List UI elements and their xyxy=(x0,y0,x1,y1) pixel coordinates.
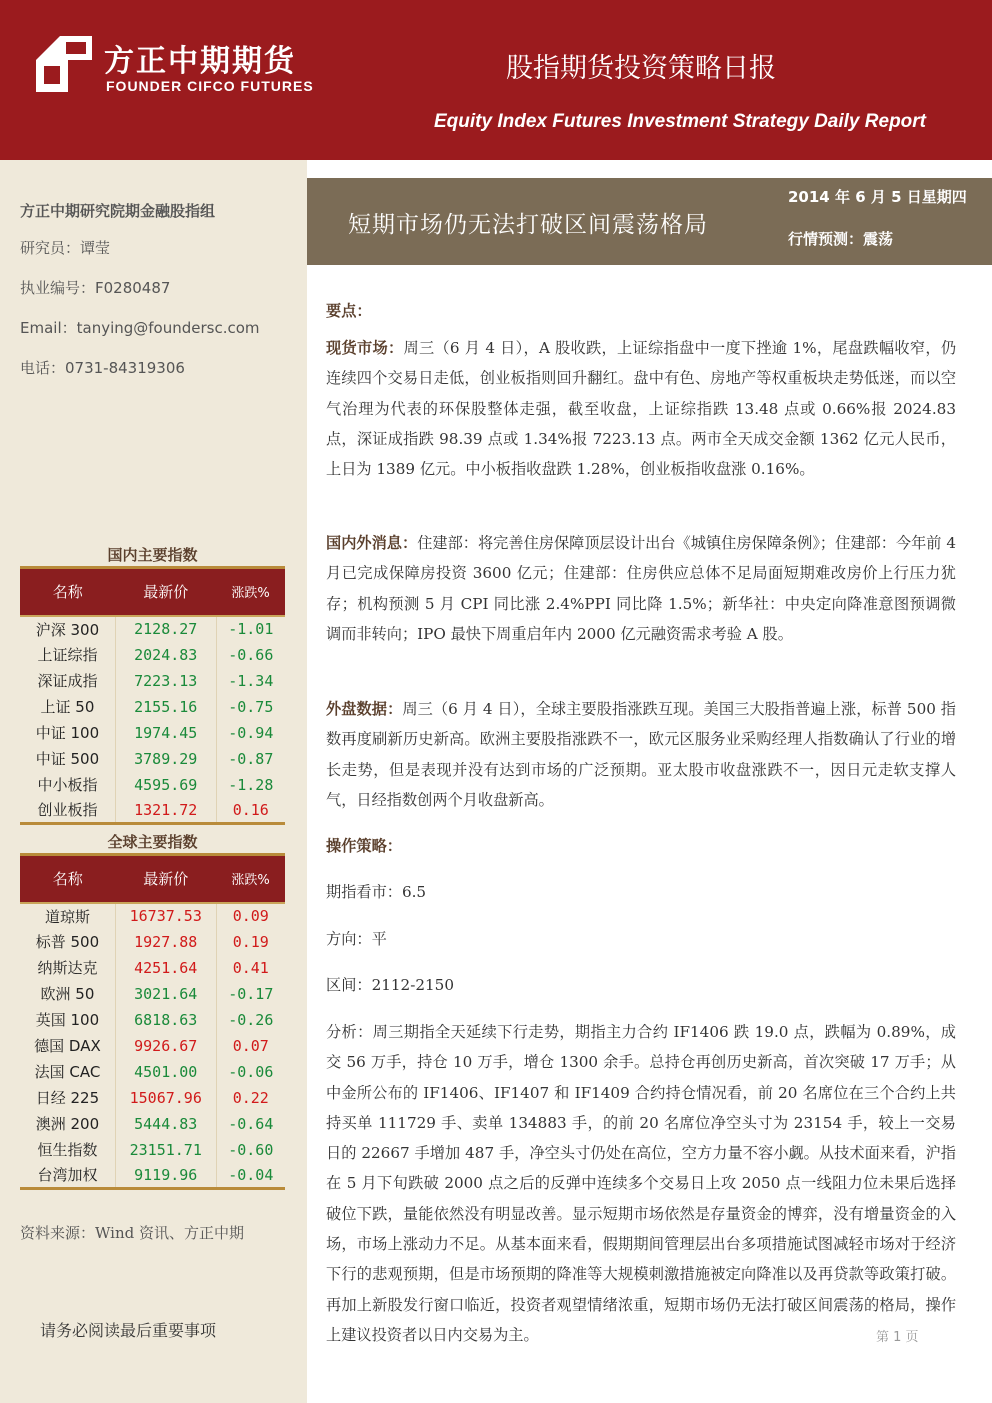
index-name-cell: 道琼斯 xyxy=(20,903,115,929)
strategy-heading xyxy=(326,831,956,861)
index-price-cell: 4501.00 xyxy=(115,1059,216,1085)
market-forecast: 行情预测：震荡 xyxy=(788,230,894,248)
index-price-cell: 23151.71 xyxy=(115,1137,216,1163)
index-name-cell: 日经 225 xyxy=(20,1085,115,1111)
report-date: 2014 年 6 月 5 日星期四 xyxy=(788,188,967,206)
report-title-en: Equity Index Futures Investment Strategy Daily Report xyxy=(434,111,926,132)
table-row xyxy=(20,1085,285,1111)
col-price-header: 最新价 xyxy=(115,568,216,616)
index-price-cell: 5444.83 xyxy=(115,1111,216,1137)
report-headline: 短期市场仍无法打破区间震荡格局 xyxy=(348,212,708,238)
index-name-cell: 恒生指数 xyxy=(20,1137,115,1163)
table-row xyxy=(20,720,285,746)
table-row xyxy=(20,668,285,694)
outlook-line: 期指看市：6.5 xyxy=(326,883,427,901)
index-name-cell: 沪深 300 xyxy=(20,616,115,642)
col-change-header: 涨跌% xyxy=(216,855,285,903)
founder-logo-icon xyxy=(36,36,92,92)
index-change-cell: -1.28 xyxy=(228,775,274,794)
index-change-cell: -0.64 xyxy=(228,1114,274,1133)
table-row xyxy=(20,1033,285,1059)
index-price-cell: 3789.29 xyxy=(115,746,216,772)
index-price-cell: 16737.53 xyxy=(115,903,216,929)
index-price-cell: 15067.96 xyxy=(115,1085,216,1111)
index-price-cell: 4595.69 xyxy=(115,772,216,798)
index-change-cell: -0.87 xyxy=(228,749,274,768)
index-price-cell: 2128.27 xyxy=(115,616,216,642)
table-header-row xyxy=(20,855,285,903)
external-market-label: 外盘数据： xyxy=(326,700,403,718)
table-row xyxy=(20,1163,285,1189)
spot-market-text: 周三（6 月 4 日），A 股收跌，上证综指盘中一度下挫逾 1%，尾盘跌幅收窄，仍连续四个交易日走低，创业板指则回升翻红。盘中有色、房地产等权重板块走势低迷，而以空气治理为代表的环保股整体走强，截至收盘，上证综指跌 13.48 点或 0.66%报 2024.83 点，深证成指跌 98.39 点或 1.34%报 7223.13 点。两市全天成交金额 1362 亿元人民币，上日为 1389 亿元。中小板指收盘跌 1.28%，创业板指收盘涨 0.16%。 xyxy=(326,339,957,479)
data-source: 资料来源：Wind 资讯、方正中期 xyxy=(20,1224,244,1242)
index-name-cell: 中证 100 xyxy=(20,720,115,746)
index-price-cell: 1927.88 xyxy=(115,929,216,955)
index-price-cell: 6818.63 xyxy=(115,1007,216,1033)
table-row xyxy=(20,1137,285,1163)
spot-market-label: 现货市场： xyxy=(326,339,404,357)
index-change-cell: -0.75 xyxy=(228,697,274,716)
table-row xyxy=(20,955,285,981)
strategy-label: 操作策略： xyxy=(326,837,402,855)
page-number: 第 1 页 xyxy=(876,1330,919,1345)
index-change-cell: 0.16 xyxy=(216,798,285,824)
direction-line: 方向：平 xyxy=(326,930,387,948)
index-change-cell: 0.09 xyxy=(232,907,269,925)
index-name-cell: 中小板指 xyxy=(20,772,115,798)
index-change-cell: -0.04 xyxy=(216,1163,285,1189)
index-change-cell: 0.41 xyxy=(232,958,269,977)
report-title-cn: 股指期货投资策略日报 xyxy=(506,53,776,84)
index-change-cell: 0.19 xyxy=(232,932,269,951)
table-row xyxy=(20,981,285,1007)
report-header xyxy=(0,0,992,160)
col-price-header: 最新价 xyxy=(115,855,216,903)
index-price-cell: 1974.45 xyxy=(115,720,216,746)
table-row xyxy=(20,694,285,720)
license-number: 执业编号：F0280487 xyxy=(20,279,171,297)
index-change-cell: -0.94 xyxy=(228,723,274,742)
index-name-cell: 标普 500 xyxy=(20,929,115,955)
index-name-cell: 欧洲 50 xyxy=(20,981,115,1007)
index-price-cell: 9926.67 xyxy=(115,1033,216,1059)
index-price-cell: 4251.64 xyxy=(115,955,216,981)
col-change-header: 涨跌% xyxy=(216,568,285,616)
col-name-header: 名称 xyxy=(20,855,115,903)
index-change-cell: -1.34 xyxy=(228,671,274,690)
table-row xyxy=(20,798,285,824)
col-name-header: 名称 xyxy=(20,568,115,616)
index-name-cell: 纳斯达克 xyxy=(20,955,115,981)
table-row xyxy=(20,903,285,929)
index-name-cell: 英国 100 xyxy=(20,1007,115,1033)
index-name-cell: 上证 50 xyxy=(20,694,115,720)
spot-market-section xyxy=(326,333,956,484)
index-change-cell: 0.22 xyxy=(232,1088,269,1107)
index-change-cell: -0.60 xyxy=(228,1140,274,1159)
index-name-cell: 台湾加权 xyxy=(20,1163,115,1189)
brand-name-en: FOUNDER CIFCO FUTURES xyxy=(106,78,314,94)
index-price-cell: 2155.16 xyxy=(115,694,216,720)
index-name-cell: 上证综指 xyxy=(20,642,115,668)
index-change-cell: -1.01 xyxy=(228,620,274,638)
table-row xyxy=(20,746,285,772)
index-price-cell: 1321.72 xyxy=(115,798,216,824)
phone: 电话：0731-84319306 xyxy=(20,359,185,377)
index-name-cell: 澳洲 200 xyxy=(20,1111,115,1137)
index-change-cell: -0.26 xyxy=(228,1010,274,1029)
key-points-heading xyxy=(326,296,956,326)
range-line: 区间：2112-2150 xyxy=(326,976,454,994)
index-name-cell: 法国 CAC xyxy=(20,1059,115,1085)
domestic-index-table xyxy=(20,566,285,825)
key-points-label: 要点： xyxy=(326,302,372,320)
department-name: 方正中期研究院期金融股指组 xyxy=(20,202,216,220)
researcher-name: 研究员：谭莹 xyxy=(20,239,111,257)
index-price-cell: 3021.64 xyxy=(115,981,216,1007)
index-change-cell: -0.66 xyxy=(228,645,274,664)
table-row xyxy=(20,772,285,798)
table-row xyxy=(20,616,285,642)
index-name-cell: 创业板指 xyxy=(20,798,115,824)
table-row xyxy=(20,1111,285,1137)
domestic-table-title: 国内主要指数 xyxy=(107,546,198,564)
index-price-cell: 9119.96 xyxy=(115,1163,216,1189)
index-change-cell: -0.17 xyxy=(228,984,274,1003)
global-index-table xyxy=(20,853,285,1190)
news-label: 国内外消息： xyxy=(326,534,418,552)
news-text: 住建部：将完善住房保障顶层设计出台《城镇住房保障条例》；住建部：今年前 4 月已完成保障房投资 3600 亿元；住建部：住房供应总体不足局面短期难改房价上行压力犹存；机构预测 5 月 CPI 同比涨 2.4%PPI 同比降 1.5%；新华社：中央定向降准意图预调微调而非转向；IPO 最快下周重启年内 2000 亿元融资需求考验 A 股。 xyxy=(326,534,957,643)
external-market-text: 周三（6 月 4 日），全球主要股指涨跌互现。美国三大股指普遍上涨，标普 500 指数再度刷新历史新高。欧洲主要股指涨跌不一，欧元区服务业采购经理人指数确认了行业的增长走势，但是表现并没有达到市场的广泛预期。亚太股市收盘涨跌不一，因日元走软支撑人气，日经指数创两个月收盘新高。 xyxy=(326,700,956,809)
brand-name-cn: 方正中期期货 xyxy=(104,44,296,79)
index-change-cell: 0.07 xyxy=(232,1036,269,1055)
table-row xyxy=(20,1007,285,1033)
table-header-row xyxy=(20,568,285,616)
email: Email：tanying@foundersc.com xyxy=(20,319,260,337)
index-price-cell: 7223.13 xyxy=(115,668,216,694)
news-section xyxy=(326,528,956,649)
disclaimer-note: 请务必阅读最后重要事项 xyxy=(40,1321,217,1340)
external-market-section xyxy=(326,694,956,815)
index-name-cell: 深证成指 xyxy=(20,668,115,694)
table-row xyxy=(20,642,285,668)
index-name-cell: 德国 DAX xyxy=(20,1033,115,1059)
index-price-cell: 2024.83 xyxy=(115,642,216,668)
analysis-paragraph: 分析：周三期指全天延续下行走势，期指主力合约 IF1406 跌 19.0 点，跌幅为 0.89%，成交 56 万手，持仓 10 万手，增仓 1300 余手。总持仓再创历史新高，首次突破 17 万手；从中金所公布的 IF1406、IF1407 和 IF1409 合约持仓情况看，前 20 名席位在三个合约上共持买单 111729 手、卖单 134883 手，的前 20 名席位净空头寸为 23154 手，较上一交易日的 22667 手增加 487 手，净空头寸仍处在高位，空方力量不容小觑。从技术面来看，沪指在 5 月下旬跌破 2000 点之后的反弹中连续多个交易日上攻 2050 点一线阻力位未果后选择破位下跌，量能依然没有明显改善。显示短期市场依然是存量资金的博弈，没有增量资金的入场，市场上涨动力不足。从基本面来看，假期期间管理层出台多项措施试图减轻市场对于经济下行的悲观预期，但是市场预期的降准等大规模刺激措施被定向降准以及再贷款等政策打破。再加上新股发行窗口临近，投资者观望情绪浓重，短期市场仍无法打破区间震荡的格局，操作上建议投资者以日内交易为主。 xyxy=(326,1023,956,1344)
table-row xyxy=(20,929,285,955)
index-name-cell: 中证 500 xyxy=(20,746,115,772)
index-change-cell: -0.06 xyxy=(228,1062,274,1081)
table-row xyxy=(20,1059,285,1085)
global-table-title: 全球主要指数 xyxy=(107,833,198,851)
